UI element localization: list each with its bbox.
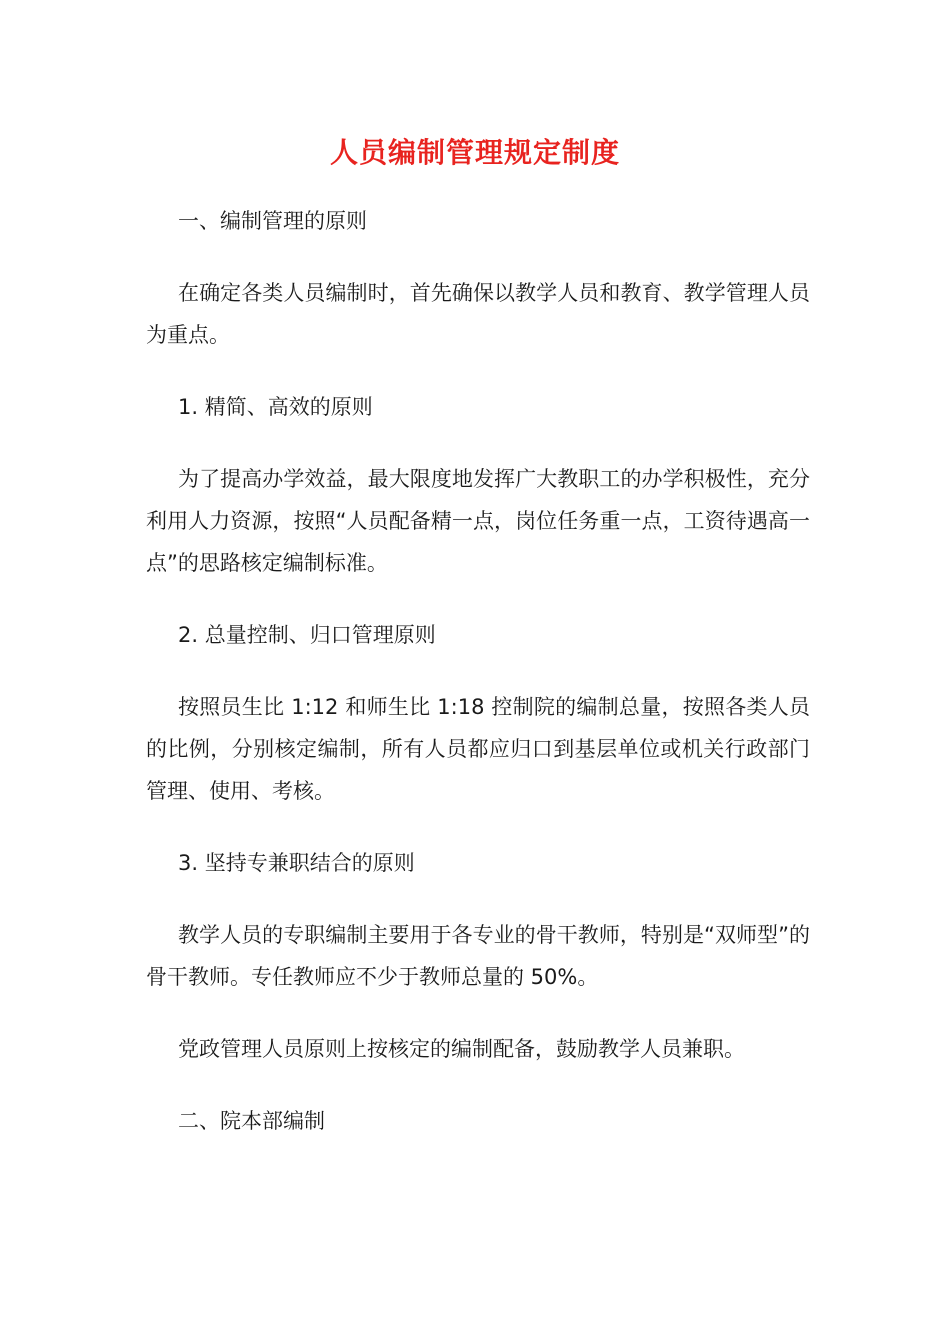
principle-heading-1: 1. 精简、高效的原则 (178, 395, 373, 419)
paragraph-admin-staff: 党政管理人员原则上按核定的编制配备，鼓励教学人员兼职。 (178, 1037, 745, 1061)
section-heading-1: 一、编制管理的原则 (178, 209, 367, 233)
principle-heading-2: 2. 总量控制、归口管理原则 (178, 623, 436, 647)
principle-heading-3: 3. 坚持专兼职结合的原则 (178, 851, 415, 875)
paragraph-staffing-priority: 在确定各类人员编制时，首先确保以教学人员和教育、教学管理人员为重点。 (146, 281, 810, 347)
document-body (146, 200, 810, 1172)
document-title: 人员编制管理规定制度 (329, 136, 620, 169)
section-heading-2: 二、院本部编制 (178, 1109, 325, 1133)
paragraph-total-control: 按照员生比 1:12 和师生比 1:18 控制院的编制总量，按照各类人员的比例，分别核定编制，所有人员都应归口到基层单位或机关行政部门管理、使用、考核。 (146, 695, 810, 803)
paragraph-full-time-teachers: 教学人员的专职编制主要用于各专业的骨干教师，特别是“双师型”的骨干教师。专任教师应不少于教师总量的 50%。 (146, 923, 810, 989)
paragraph-efficiency: 为了提高办学效益，最大限度地发挥广大教职工的办学积极性，充分利用人力资源，按照“人员配备精一点，岗位任务重一点，工资待遇高一点”的思路核定编制标准。 (146, 467, 810, 575)
